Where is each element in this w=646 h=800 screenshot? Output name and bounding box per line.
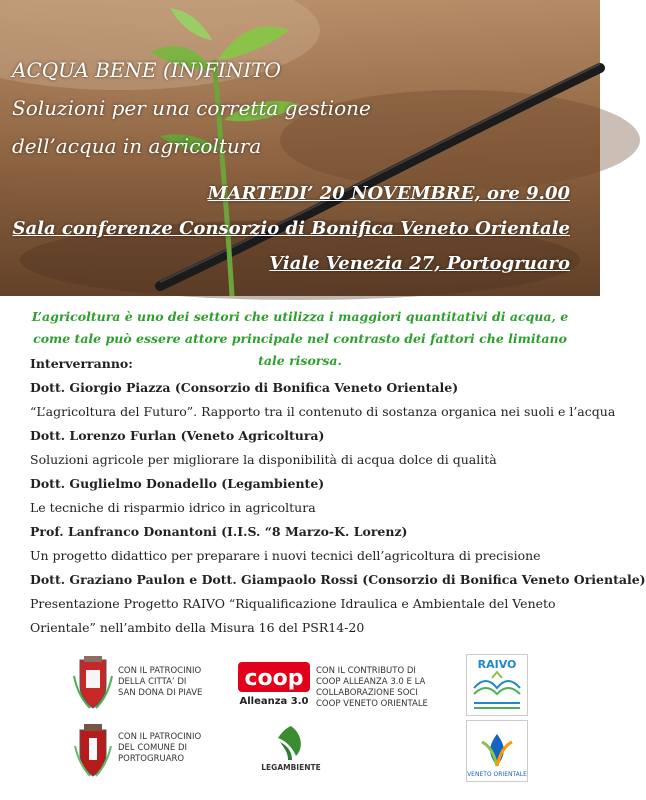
event-venue: Sala conferenze Consorzio di Bonifica Veneto Orientale	[12, 218, 570, 239]
speaker-talk: Soluzioni agricole per migliorare la disponibilità di acqua dolce di qualità	[30, 452, 497, 467]
san-dona-crest-icon	[72, 656, 114, 712]
event-address: Viale Venezia 27, Portogruaro	[269, 253, 570, 274]
speaker-talk: Un progetto didattico per preparare i nuovi tecnici dell’agricoltura di precisione	[30, 548, 541, 563]
patrocinio-san-dona: CON IL PATROCINIO DELLA CITTA’ DI SAN DONA DI PIAVE	[118, 666, 203, 698]
portogruaro-crest-icon	[72, 724, 114, 780]
coop-alleanza-logo	[238, 662, 310, 708]
speaker-name: Dott. Lorenzo Furlan (Veneto Agricoltura)	[30, 428, 325, 443]
svg-text:Alleanza 3.0: Alleanza 3.0	[239, 696, 309, 707]
svg-text:coop: coop	[244, 666, 304, 691]
svg-text:LEGAMBIENTE: LEGAMBIENTE	[261, 763, 321, 772]
speakers-heading: Interverranno:	[30, 356, 133, 371]
raivo-logo	[466, 654, 528, 716]
speakers-list	[30, 352, 646, 640]
intro-text: L’agricoltura è uno dei settori che utilizza i maggiori quantitativi di acqua, e come tale può essere attore principale nel contrasto dei fattori che limitano tale risorsa.	[31, 309, 569, 368]
consorzio-bonifica-logo	[466, 720, 528, 782]
legambiente-logo	[261, 724, 321, 772]
svg-text:RAIVO: RAIVO	[477, 658, 517, 671]
speaker-name: Dott. Guglielmo Donadello (Legambiente)	[30, 476, 325, 491]
speaker-name: Dott. Graziano Paulon e Dott. Giampaolo Rossi (Consorzio di Bonifica Veneto Orientale)	[30, 572, 646, 587]
event-title: ACQUA BENE (IN)FINITO	[12, 58, 281, 82]
svg-text:VENETO ORIENTALE: VENETO ORIENTALE	[467, 771, 527, 778]
event-date: MARTEDI’ 20 NOVEMBRE, ore 9.00	[207, 183, 570, 204]
event-subtitle-line2: dell’acqua in agricoltura	[12, 134, 262, 158]
speaker-talk: Presentazione Progetto RAIVO “Riqualificazione Idraulica e Ambientale del Veneto Orientale” nell’ambito della Misura 16 del PSR14-20	[30, 596, 556, 635]
speaker-talk: “L’agricoltura del Futuro”. Rapporto tra il contenuto di sostanza organica nei suoli e l’acqua	[30, 404, 616, 419]
patrocinio-portogruaro: CON IL PATROCINIO DEL COMUNE DI PORTOGRUARO	[118, 732, 202, 764]
speaker-name: Dott. Giorgio Piazza (Consorzio di Bonifica Veneto Orientale)	[30, 380, 459, 395]
coop-contribution-text: CON IL CONTRIBUTO DI COOP ALLEANZA 3.0 E LA COLLABORAZIONE SOCI COOP VENETO ORIENTALE	[316, 666, 428, 709]
event-subtitle-line1: Soluzioni per una corretta gestione	[12, 96, 371, 120]
hero-image	[0, 0, 600, 296]
speaker-name: Prof. Lanfranco Donantoni (I.I.S. “8 Marzo-K. Lorenz)	[30, 524, 408, 539]
speaker-talk: Le tecniche di risparmio idrico in agricoltura	[30, 500, 316, 515]
